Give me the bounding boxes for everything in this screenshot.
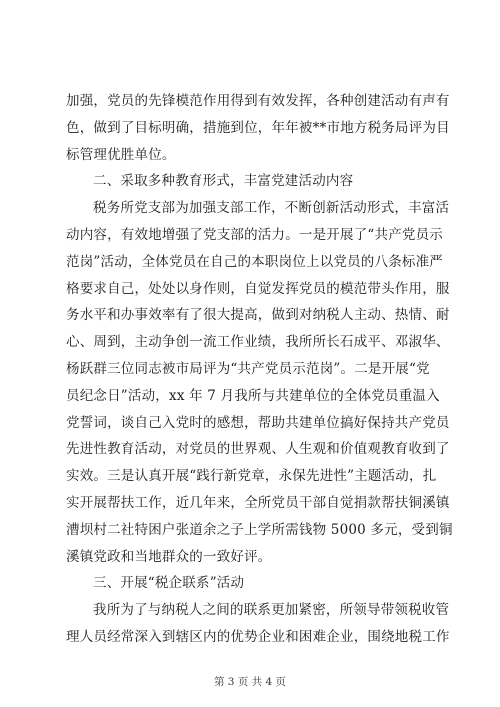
- text-line: 务水平和办事效率有了很大提高，做到对纳税人主动、热情、耐: [66, 307, 450, 324]
- text-line: 标管理优胜单位。: [66, 146, 176, 163]
- text-line: 实开展帮扶工作，近几年来，全所党员干部自觉捐款帮扶铜溪镇: [66, 494, 450, 511]
- text-line: 员纪念日”活动，xx 年 7 月我所与共建单位的全体党员重温入: [66, 387, 440, 404]
- text-line: 溪镇党政和当地群众的一致好评。: [66, 548, 272, 565]
- text-line: 杨跃群三位同志被市局评为“共产党员示范岗”。二是开展“党: [66, 360, 430, 377]
- document-body: [66, 88, 453, 651]
- text-line: 理人员经常深入到辖区内的优势企业和困难企业，围绕地税工作: [66, 628, 450, 645]
- text-line: 税务所党支部为加强支部工作，不断创新活动形式，丰富活: [93, 200, 450, 217]
- page-number-footer: 第 3 页 共 4 页: [213, 676, 287, 688]
- text-line: 漕坝村二社特困户张道余之子上学所需钱物 5000 多元，受到铜: [66, 521, 453, 538]
- text-line: 范岗”活动，全体党员在自己的本职岗位上以党员的八条标准严: [66, 253, 444, 270]
- text-line: 动内容，有效地增强了党支部的活力。一是开展了“共产党员示: [66, 226, 444, 243]
- text-line: 加强，党员的先锋模范作用得到有效发挥，各种创建活动有声有: [66, 93, 450, 109]
- text-line: 先进性教育活动，对党员的世界观、人生观和价值观教育收到了: [66, 441, 450, 458]
- section-heading: 三、开展“税企联系”活动: [93, 575, 245, 592]
- text-line: 我所为了与纳税人之间的联系更加紧密，所领导带领税收管: [93, 602, 450, 619]
- section-heading: 二、采取多种教育形式，丰富党建活动内容: [93, 173, 354, 190]
- text-line: 党誓词，谈自己入党时的感想，帮助共建单位搞好保持共产党员: [66, 414, 450, 431]
- text-line: 色，做到了目标明确，措施到位，年年被**市地方税务局评为目: [66, 119, 450, 136]
- text-line: 心、周到，主动争创一流工作业绩，我所所长石成平、邓淑华、: [66, 334, 450, 351]
- text-line: 格要求自己，处处以身作则，自觉发挥党员的模范带头作用，服: [66, 280, 450, 297]
- text-line: 实效。三是认真开展“践行新党章，永保先进性”主题活动，扎: [66, 468, 437, 485]
